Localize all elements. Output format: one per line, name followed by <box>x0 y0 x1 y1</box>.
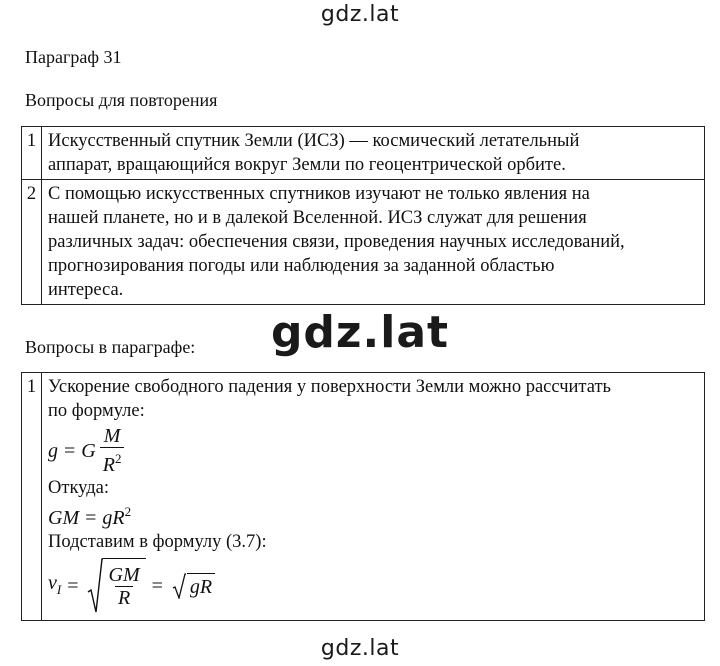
fraction-denominator: R <box>115 586 133 609</box>
formula-lhs <box>48 571 61 602</box>
watermark-bottom: gdz.lat <box>320 636 400 661</box>
watermark-top: gdz.lat <box>320 2 400 27</box>
table-row <box>22 373 705 621</box>
answer-line: аппарат, вращающийся вокруг Земли по геоцентрической орбите. <box>48 155 566 175</box>
answer-line: интереса. <box>48 280 124 300</box>
in-paragraph-heading: Вопросы в параграфе: <box>25 337 196 357</box>
review-table <box>21 126 705 305</box>
paragraph-title: Параграф 31 <box>25 47 122 67</box>
review-heading: Вопросы для повторения <box>25 90 218 110</box>
formula-equals: = <box>64 439 76 462</box>
radicand: gR <box>187 573 215 599</box>
item-answer <box>42 127 705 180</box>
fraction-numerator: GM <box>108 564 140 586</box>
formula-lhs: GM <box>48 507 80 529</box>
formula-fraction <box>100 425 125 476</box>
answer-line: различных задач: обеспечения связи, проведения научных исследований, <box>48 232 625 252</box>
answer-line: Откуда: <box>48 478 110 498</box>
fraction-denominator <box>100 447 125 476</box>
square-root <box>87 558 146 614</box>
formula-velocity <box>48 558 215 614</box>
item-number: 2 <box>22 180 42 305</box>
formula-equals: = <box>67 575 79 597</box>
formula-rhs: gR <box>102 507 125 529</box>
denominator-exponent: 2 <box>114 451 122 466</box>
velocity-symbol: v <box>48 571 57 594</box>
square-root <box>171 573 215 599</box>
fraction-numerator: M <box>103 425 121 447</box>
formula-coefficient: G <box>81 439 96 462</box>
answer-line: прогнозирования погоды или наблюдения за заданной областью <box>48 256 555 276</box>
formula-exponent: 2 <box>124 504 132 519</box>
formula-lhs: g <box>48 439 58 462</box>
answer-line: по формуле: <box>48 401 145 421</box>
answer-line: Ускорение свободного падения у поверхности Земли можно рассчитать <box>48 377 611 397</box>
answer-line: С помощью искусственных спутников изучают не только явления на <box>48 184 590 204</box>
radical-sign-icon <box>87 558 103 614</box>
formula-fraction <box>106 564 143 609</box>
table-row <box>22 180 705 305</box>
radicand <box>103 558 146 614</box>
item-answer <box>42 373 705 621</box>
item-answer <box>42 180 705 305</box>
answer-line: Подставим в формулу (3.7): <box>48 532 267 552</box>
velocity-subscript: I <box>56 581 62 597</box>
table-row <box>22 127 705 180</box>
formula-equals: = <box>151 575 163 597</box>
radical-sign-icon <box>171 573 187 599</box>
formula-gm <box>48 500 698 530</box>
denominator-base: R <box>102 454 115 476</box>
formula-gravity <box>48 425 124 476</box>
item-number: 1 <box>22 127 42 180</box>
formula-equals: = <box>85 507 97 529</box>
item-number: 1 <box>22 373 42 621</box>
watermark-middle: gdz.lat <box>270 307 450 358</box>
answer-line: нашей планете, но и в далекой Вселенной. ИСЗ служат для решения <box>48 208 587 228</box>
answer-line: Искусственный спутник Земли (ИСЗ) — космический летательный <box>48 131 580 151</box>
in-paragraph-table <box>21 372 705 621</box>
